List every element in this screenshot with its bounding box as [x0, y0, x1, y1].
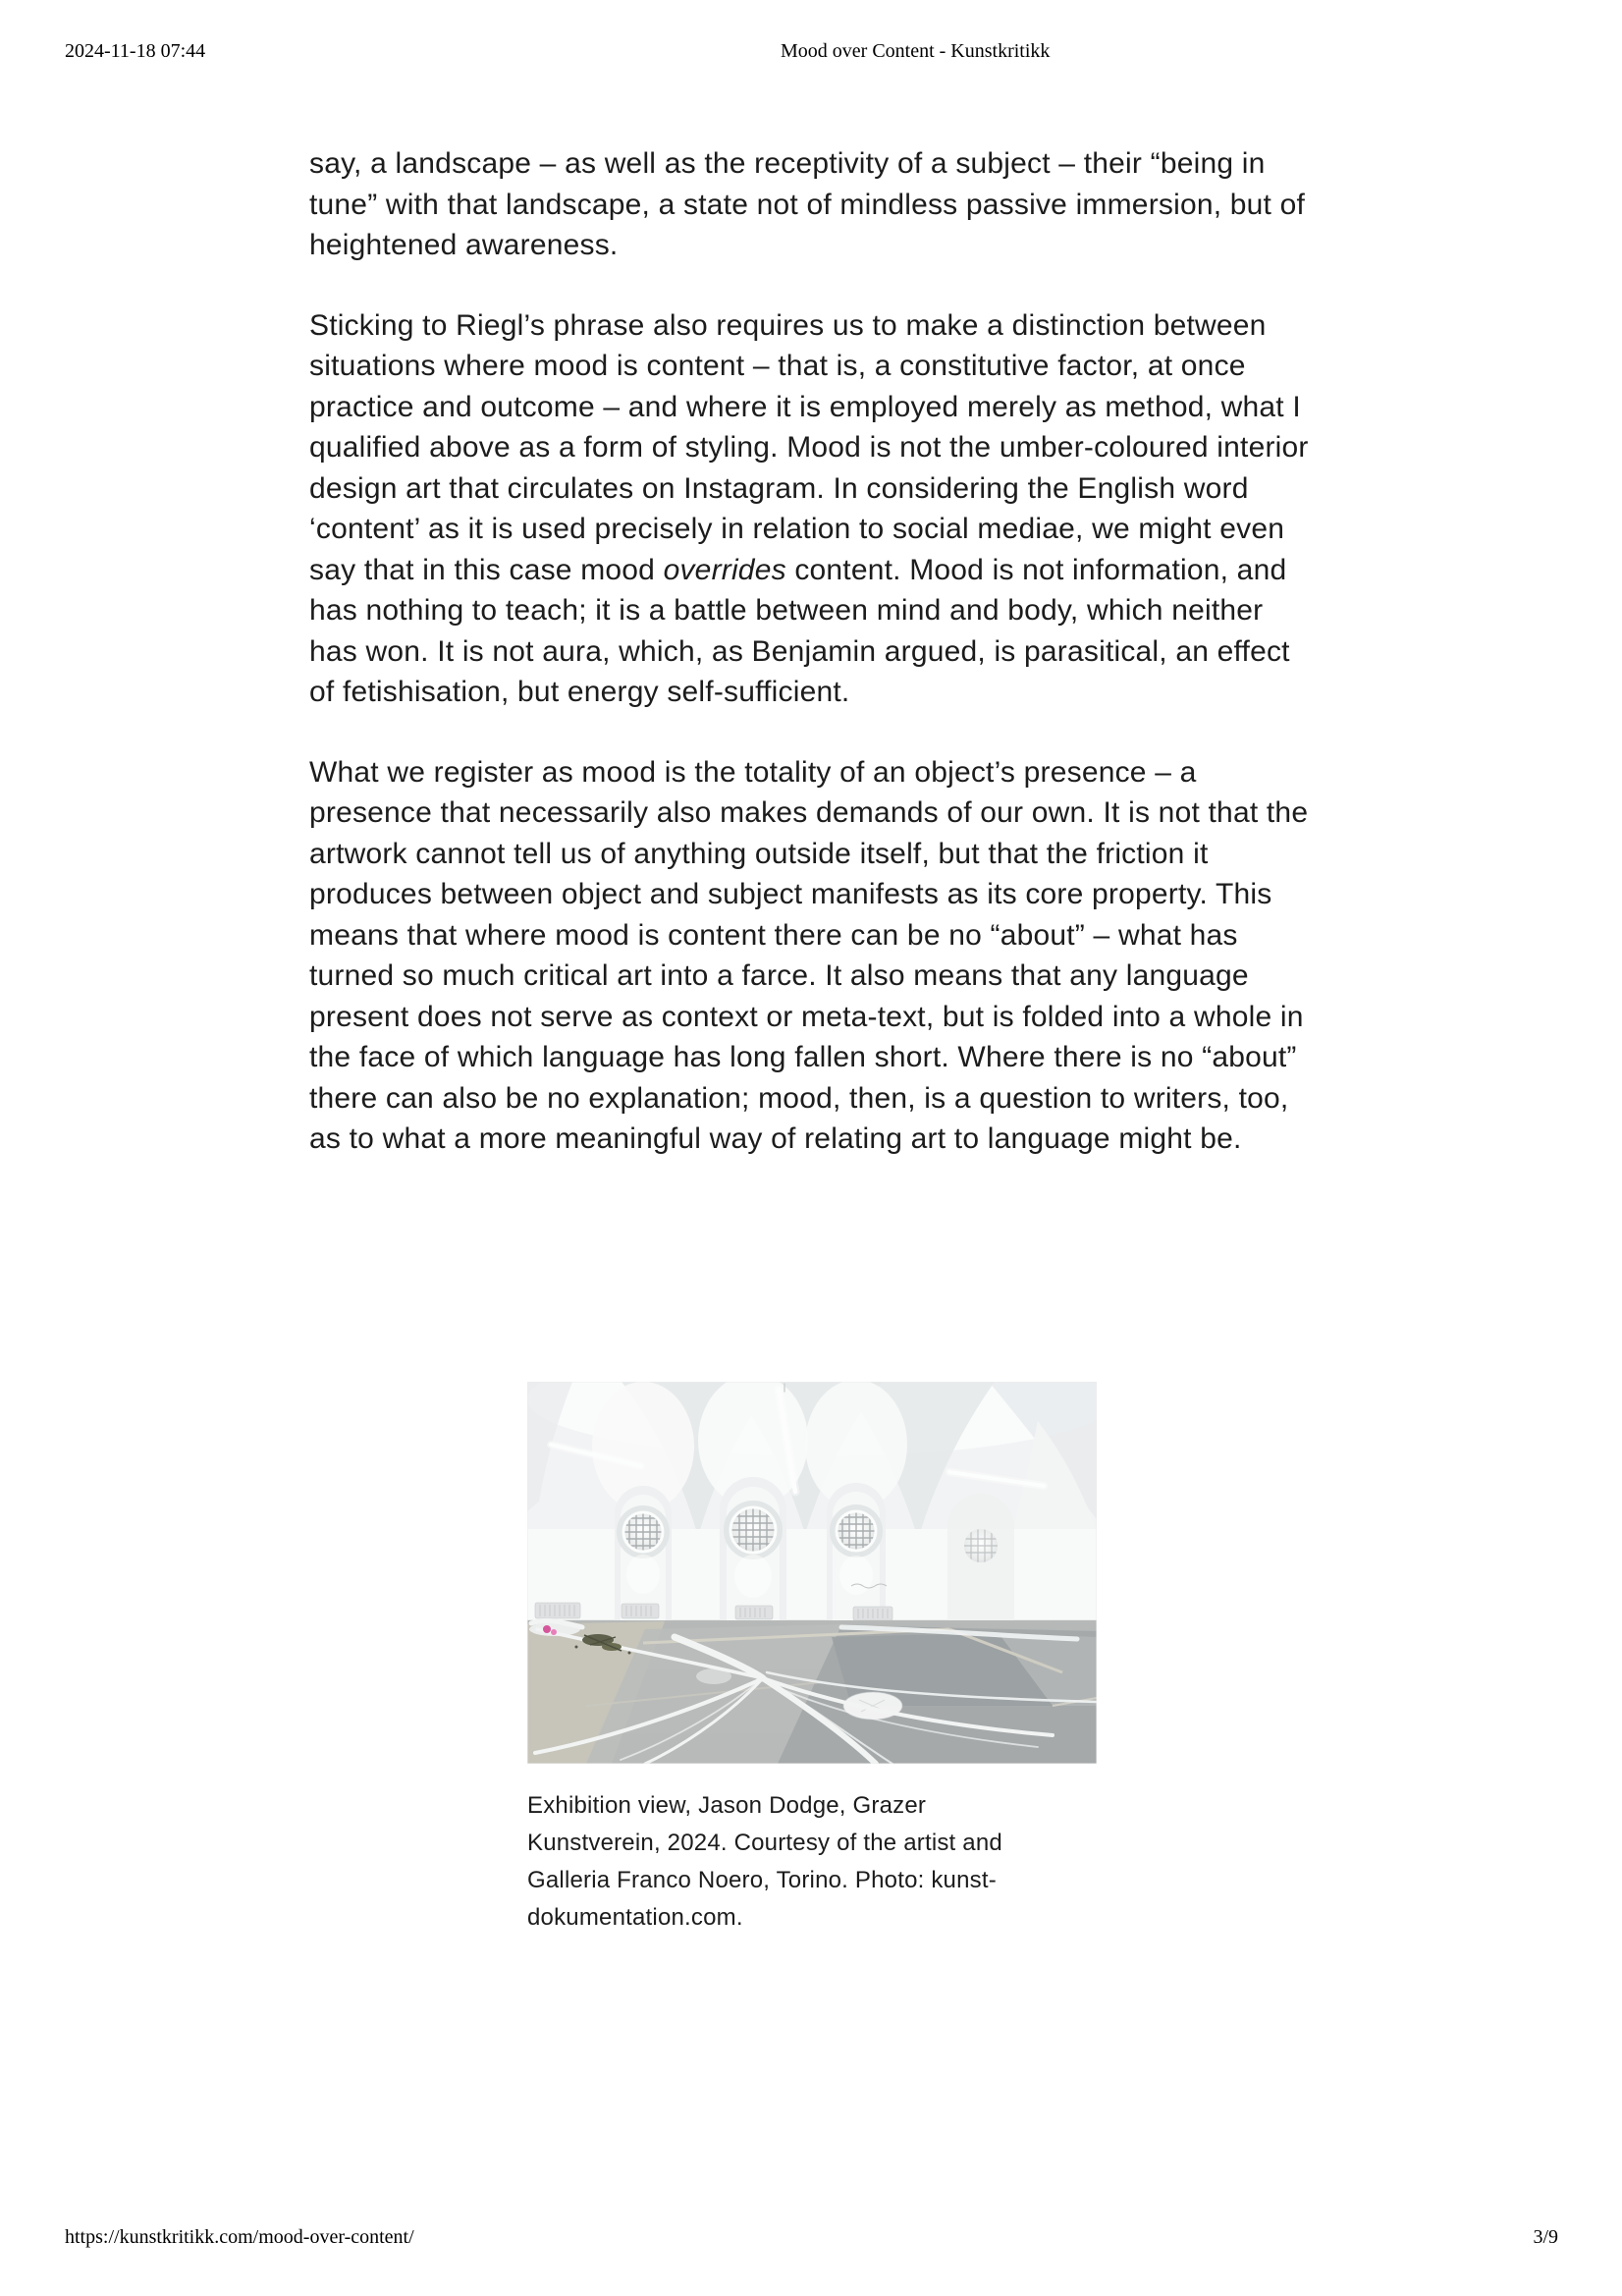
paragraph-3: What we register as mood is the totality of an object’s presence – a presence that necessarily also makes demands of our own. It is not that the artwork cannot tell us of anything outside itself, but that the friction it produces between object and subject manifests as its core property. This means that where mood is content there can be no “about” – what has turned so much critical art into a farce. It also means that any language present does not serve as context or meta-text, but is folded into a whole in the face of which language has long fallen short. Where there is no “about” there can also be no explanation; mood, then, is a question to writers, too, as to what a more meaningful way of relating art to language might be.: [309, 755, 1309, 1155]
paragraph-2: [309, 305, 1313, 713]
exhibition-figure: [527, 1382, 1097, 1937]
italic-word: overrides: [663, 553, 786, 586]
paragraph-1: say, a landscape – as well as the receptivity of a subject – their “being in tune” with that landscape, a state not of mindless passive immersion, but of heightened awareness.: [309, 147, 1306, 261]
page-number: 3/9: [1533, 2226, 1558, 2248]
document-title: Mood over Content - Kunstkritikk: [781, 40, 1051, 62]
paragraph-2-text: Sticking to Riegl’s phrase also requires us to make a distinction between situations where mood is content – that is, a constitutive factor, at once practice and outcome – and where it is employed merely as method, what I qualified above as a form of styling. Mood is not the umber-coloured interior design art that circulates on Instagram. In considering the English word ‘content’ as it is used precisely in relation to social mediae, we might even say that in this case mood: [309, 308, 1309, 586]
print-date: 2024-11-18 07:44: [65, 40, 206, 62]
paragraph-2-text-cont: content. Mood is not information, and has nothing to teach; it is a battle between mind and body, which neither has won. It is not aura, which, as Benjamin argued, is parasitical, an effect of fetishisation, but energy self-sufficient.: [309, 553, 1290, 708]
exhibition-photo: [527, 1382, 1097, 1764]
figure-caption: Exhibition view, Jason Dodge, Grazer Kunstverein, 2024. Courtesy of the artist and Galleria Franco Noero, Torino. Photo: kunst-dokumentation.com.: [527, 1792, 1002, 1931]
article-body: [309, 143, 1313, 1199]
source-url: https://kunstkritikk.com/mood-over-content/: [65, 2226, 414, 2248]
